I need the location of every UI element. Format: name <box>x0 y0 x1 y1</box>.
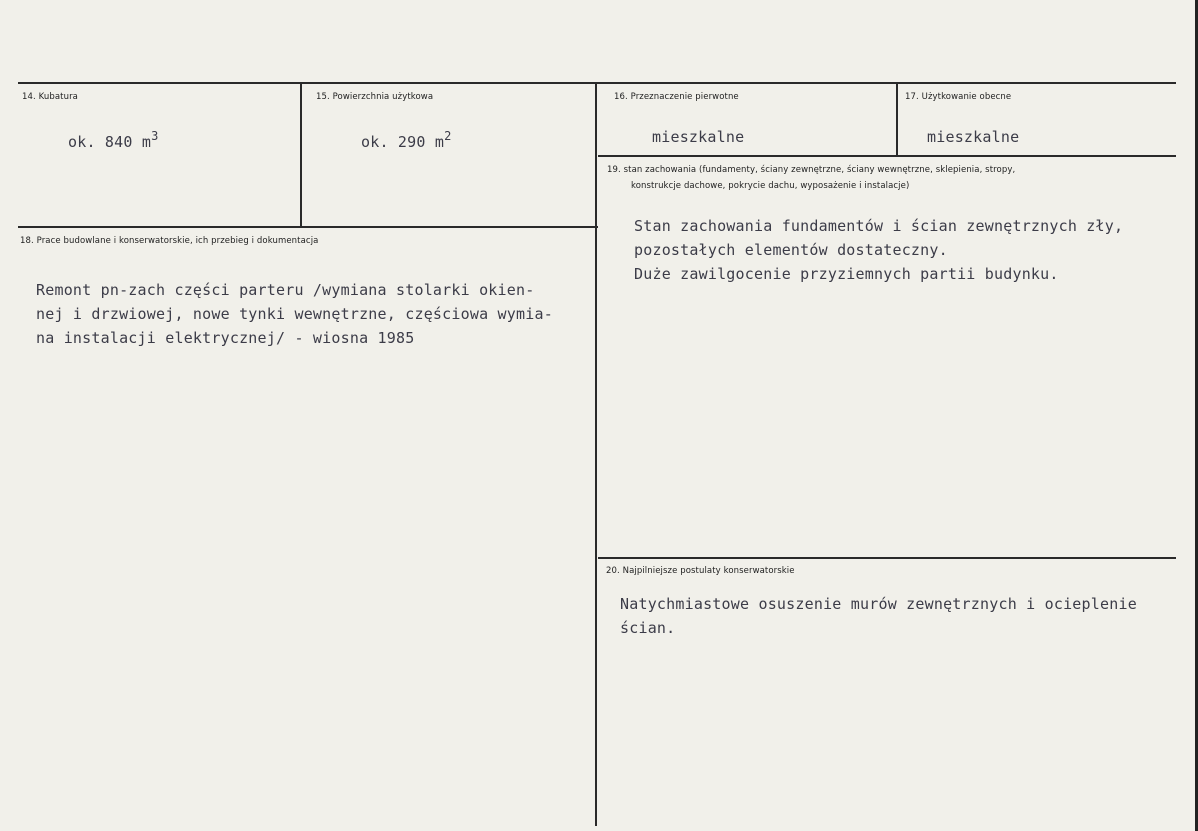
field-15-value <box>361 130 452 155</box>
divider-16-17 <box>896 84 898 156</box>
field-18-line-2: nej i drzwiowej, nowe tynki wewnętrzne, częściowa wymia- <box>36 305 553 323</box>
field-14-value <box>68 130 159 155</box>
field-14-text: ok. 840 m <box>68 133 152 151</box>
top-rule <box>18 82 1176 84</box>
field-20-line-2: ścian. <box>620 619 676 637</box>
divider-14-15 <box>300 84 302 227</box>
field-18-line-3: na instalacji elektrycznej/ - wiosna 1985 <box>36 329 415 347</box>
rule-under-19 <box>598 557 1176 559</box>
field-16-label: 16. Przeznaczenie pierwotne <box>614 92 739 102</box>
divider-main <box>595 84 597 826</box>
field-20-label: 20. Najpilniejsze postulaty konserwatorskie <box>606 566 795 576</box>
field-18-label: 18. Prace budowlane i konserwatorskie, ich przebieg i dokumentacja <box>20 236 319 246</box>
field-15-unit-exponent: 2 <box>444 129 452 143</box>
rule-under-14-15 <box>18 226 598 228</box>
field-17-value: mieszkalne <box>927 128 1020 146</box>
field-19-line-2: pozostałych elementów dostateczny. <box>634 241 948 259</box>
field-19-line-3: Duże zawilgocenie przyziemnych partii budynku. <box>634 265 1059 283</box>
field-17-label: 17. Użytkowanie obecne <box>905 92 1012 102</box>
field-14-label: 14. Kubatura <box>22 92 78 102</box>
rule-under-16-17 <box>598 155 1176 157</box>
field-19-label: 19. stan zachowania (fundamenty, ściany zewnętrzne, ściany wewnętrzne, sklepienia, stropy, <box>607 165 1016 175</box>
field-20-line-1: Natychmiastowe osuszenie murów zewnętrznych i ocieplenie <box>620 595 1137 613</box>
field-18-line-1: Remont pn-zach części parteru /wymiana stolarki okien- <box>36 281 535 299</box>
field-19-label-continued: konstrukcje dachowe, pokrycie dachu, wyposażenie i instalacje) <box>631 181 910 191</box>
field-15-label: 15. Powierzchnia użytkowa <box>316 92 434 102</box>
field-19-line-1: Stan zachowania fundamentów i ścian zewnętrznych zły, <box>634 217 1124 235</box>
field-16-value: mieszkalne <box>652 128 745 146</box>
field-14-unit-exponent: 3 <box>151 129 159 143</box>
field-15-text: ok. 290 m <box>361 133 445 151</box>
